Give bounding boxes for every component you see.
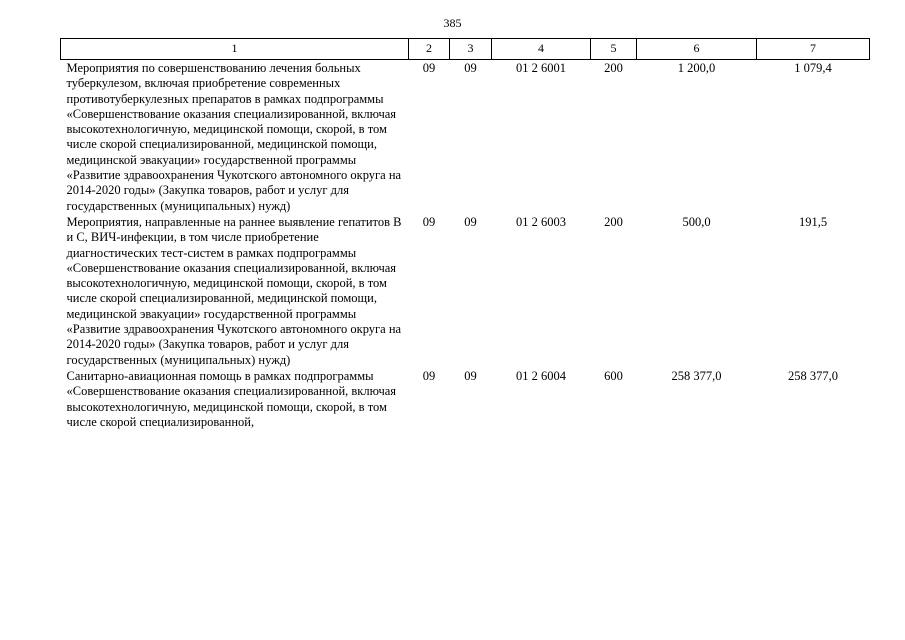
row-fact-amount: 1 079,4 xyxy=(794,61,832,75)
row-target-article: 01 2 6001 xyxy=(516,61,566,75)
page-number: 385 xyxy=(443,16,462,30)
header-col-6: 6 xyxy=(637,39,757,60)
row-expense-type: 600 xyxy=(604,368,623,383)
row-expense-type: 200 xyxy=(604,61,623,75)
row-target-article: 01 2 6004 xyxy=(516,368,566,383)
row-fact-amount: 191,5 xyxy=(798,214,828,229)
row-name: Мероприятия по совершенствованию лечения больных туберкулезом, включая приобретение современных противотуберкулезных препаратов в рамках подпрограммы «Совершенствование оказания специализированной, включая высокотехнологичную, медицинской помощи, скорой, в том числе скорой специализированной, медицинской помощи, медицинской эвакуации» государственной программы «Развитие здравоохранения Чукотского автономного округа на 2014-2020 годы» (Закупка товаров, работ и услуг для государственных (муниципальных) нужд) xyxy=(66,61,402,213)
row-plan-amount: 500,0 xyxy=(682,214,711,229)
row-plan-amount: 1 200,0 xyxy=(677,61,716,75)
table-row xyxy=(61,368,870,430)
row-subsection: 09 xyxy=(464,368,477,383)
header-col-5: 5 xyxy=(591,39,637,60)
table-header xyxy=(61,39,870,60)
row-expense-type: 200 xyxy=(604,214,623,229)
header-col-7: 7 xyxy=(757,39,870,60)
header-col-2: 2 xyxy=(409,39,450,60)
row-subsection: 09 xyxy=(464,61,477,75)
table-row xyxy=(61,60,870,214)
row-name: Мероприятия, направленные на раннее выявление гепатитов В и С, ВИЧ-инфекции, в том числе приобретение диагностических тест-систем в рамках подпрограммы «Совершенствование оказания специализированной, включая высокотехнологичную, медицинской помощи, скорой, в том числе скорой специализированной, медицинской помощи, медицинской эвакуации» государственной программы «Развитие здравоохранения Чукотского автономного округа на 2014-2020 годы» (Закупка товаров, работ и услуг для государственных (муниципальных) нужд) xyxy=(66,214,402,367)
table-body xyxy=(61,60,870,431)
row-section: 09 xyxy=(422,61,436,75)
budget-table xyxy=(60,38,870,430)
header-col-4: 4 xyxy=(492,39,591,60)
row-plan-amount: 258 377,0 xyxy=(671,368,722,383)
header-col-3: 3 xyxy=(450,39,492,60)
header-row xyxy=(61,39,870,60)
header-col-1: 1 xyxy=(61,39,409,60)
row-section: 09 xyxy=(422,214,436,229)
row-section: 09 xyxy=(422,368,436,383)
row-subsection: 09 xyxy=(464,214,477,229)
row-fact-amount: 258 377,0 xyxy=(788,368,838,383)
row-name: Санитарно-авиационная помощь в рамках подпрограммы «Совершенствование оказания специализированной, включая высокотехнологичную, медицинской помощи, скорой, в том числе скорой специализированной, xyxy=(66,368,397,429)
row-target-article: 01 2 6003 xyxy=(516,214,566,229)
table-row xyxy=(61,214,870,368)
